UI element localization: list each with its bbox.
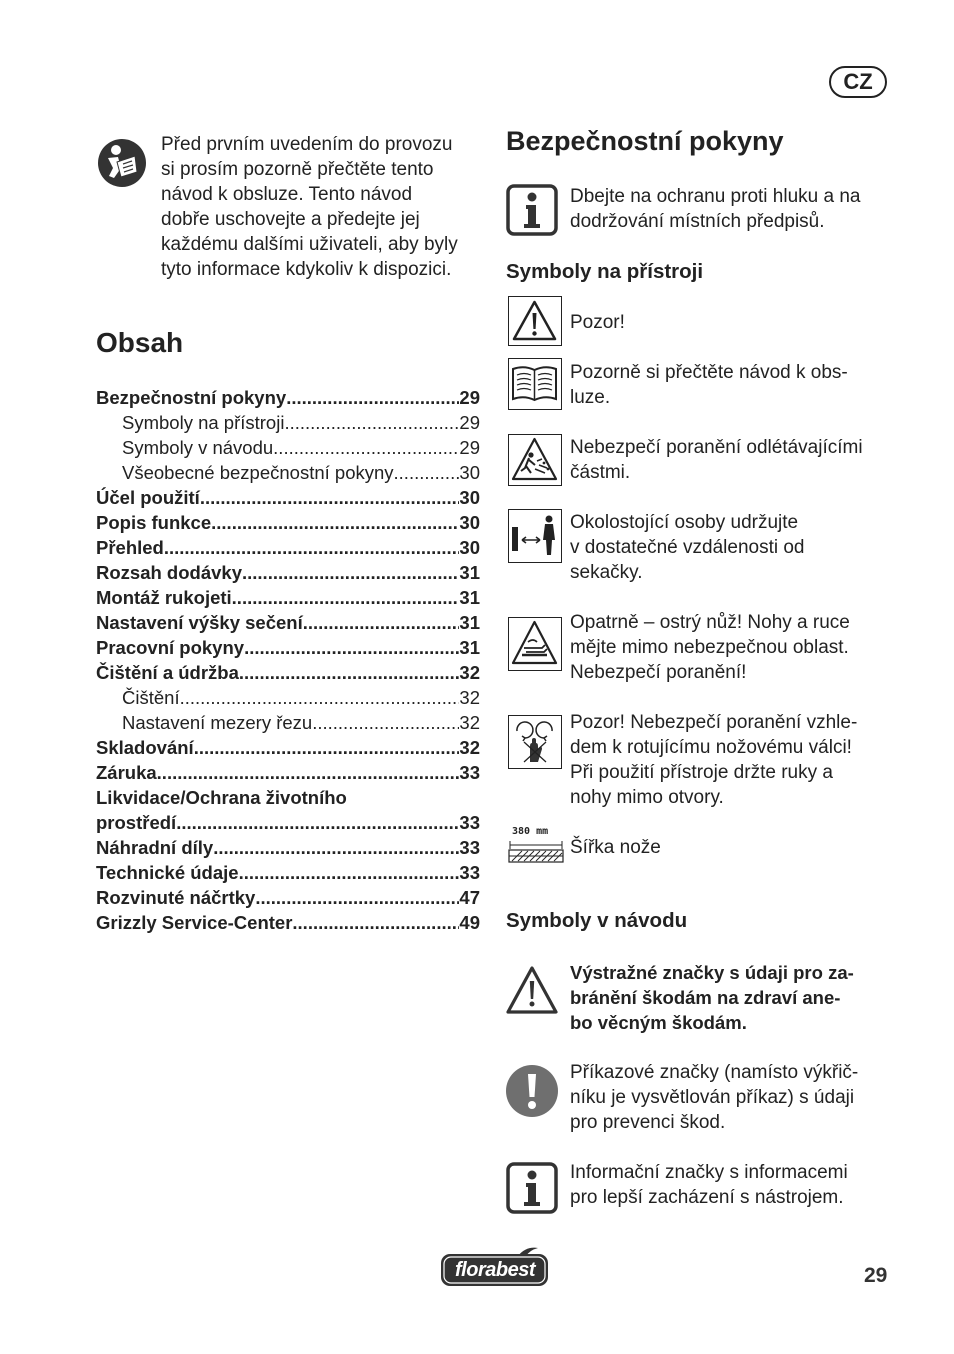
symbol-line: níku je vysvětlován příkaz) s údaji <box>570 1087 855 1108</box>
toc-entry-page: 31 <box>459 587 480 608</box>
toc-entry <box>96 810 480 835</box>
toc-leader-dots <box>176 810 459 835</box>
toc-entry-page: 47 <box>459 887 480 908</box>
intro-line: Před prvním uvedením do provozu <box>161 134 453 155</box>
toc-entry-title: Čištění a údržba <box>96 662 239 683</box>
safety-title: Bezpečnostní pokyny <box>506 126 784 156</box>
symbol-line: Nebezpečí poranění odlétávajícími <box>570 437 863 458</box>
toc-entry-title: Rozvinuté náčrtky <box>96 887 256 908</box>
toc-entry-page: 31 <box>459 637 480 658</box>
cutting-width-label: 380 mm <box>512 826 549 837</box>
symbol-line: Při použití přístroje držte ruky a <box>570 762 833 783</box>
rotating-cylinder-icon <box>508 715 562 769</box>
intro-line: tyto informace kdykoliv k dispozici. <box>161 259 452 280</box>
toc-entry-page: 32 <box>459 712 480 733</box>
toc-leader-dots <box>239 860 460 885</box>
toc-leader-dots <box>200 485 460 510</box>
toc-leader-dots <box>242 560 459 585</box>
toc-entry <box>96 485 480 510</box>
intro-text <box>161 132 491 282</box>
toc-entry <box>96 435 480 460</box>
noise-note-line: dodržování místních předpisů. <box>570 211 825 232</box>
manual-symbols-title: Symboly v návodu <box>506 909 688 932</box>
sharp-blade-icon <box>508 617 562 671</box>
symbol-line: pro lepší zacházení s nástrojem. <box>570 1187 844 1208</box>
symbol-line: bránění škodám na zdraví ane- <box>570 987 841 1008</box>
symbol-sharp-blade-text <box>570 610 850 685</box>
toc-leader-dots <box>273 435 459 460</box>
toc-entry-page: 32 <box>459 662 480 683</box>
toc-entry-page: 49 <box>459 912 480 933</box>
info-icon <box>506 1162 558 1214</box>
toc-entry-title: Všeobecné bezpečnostní pokyny <box>122 462 394 483</box>
symbol-line: Nebezpečí poranění! <box>570 662 747 683</box>
toc-entry-title: Rozsah dodávky <box>96 562 242 583</box>
intro-line: návod k obsluze. Tento návod <box>161 184 413 205</box>
florabest-logo <box>440 1244 550 1288</box>
symbol-line: Pozor! Nebezpečí poranění vzhle- <box>570 712 858 733</box>
toc-entry <box>96 660 480 685</box>
device-symbols-title: Symboly na přístroji <box>506 260 704 283</box>
manual-warning-text <box>570 960 854 1035</box>
logo-text: florabest <box>455 1259 535 1281</box>
symbol-flying-debris-text <box>570 435 863 485</box>
toc-entry-title: Technické údaje <box>96 862 239 883</box>
symbol-warning-text <box>570 310 625 335</box>
toc-entry-page: 29 <box>459 387 480 408</box>
toc-entry <box>96 610 480 635</box>
symbol-cutting-width-text <box>570 835 661 860</box>
symbol-line: Pozorně si přečtěte návod k obs- <box>570 362 848 383</box>
toc-entry-page: 30 <box>459 487 480 508</box>
exclamation-circle-icon <box>505 1064 559 1118</box>
toc-entry-page: 32 <box>459 687 480 708</box>
noise-note-line: Dbejte na ochranu proti hluku a na <box>570 186 861 207</box>
toc-entry-page: 30 <box>459 462 480 483</box>
toc-leader-dots <box>303 610 460 635</box>
toc-entry <box>96 860 480 885</box>
toc-entry-page: 33 <box>459 862 480 883</box>
toc-entry-title: Montáž rukojeti <box>96 587 232 608</box>
toc-title: Obsah <box>96 327 184 358</box>
toc-entry <box>96 585 480 610</box>
symbol-keep-distance-text <box>570 510 805 585</box>
toc-leader-dots <box>180 685 460 710</box>
toc-leader-dots <box>255 885 459 910</box>
toc-entry-page: 33 <box>459 837 480 858</box>
symbol-line: luze. <box>570 387 611 408</box>
toc-leader-dots <box>157 760 460 785</box>
toc-entry-title: Symboly na přístroji <box>122 412 285 433</box>
toc-entry-title: Likvidace/Ochrana životního <box>96 787 347 808</box>
noise-note <box>570 184 860 234</box>
symbol-line: Informační značky s informacemi <box>570 1162 848 1183</box>
toc-leader-dots <box>164 535 460 560</box>
symbol-line: Pozor! <box>570 312 625 333</box>
toc-leader-dots <box>211 510 459 535</box>
toc-entry <box>96 510 480 535</box>
keep-distance-icon <box>508 509 562 563</box>
toc-entry-page: 33 <box>459 762 480 783</box>
toc-leader-dots <box>232 585 460 610</box>
info-icon <box>506 184 558 236</box>
toc-entry-page: 29 <box>459 437 480 458</box>
toc-entry-title: prostředí <box>96 812 177 833</box>
symbol-line: Opatrně – ostrý nůž! Nohy a ruce <box>570 612 850 633</box>
toc-leader-dots <box>239 660 460 685</box>
symbol-line: Příkazové značky (namísto výkřič- <box>570 1062 859 1083</box>
read-manual-icon <box>508 358 562 410</box>
symbol-line: pro prevenci škod. <box>570 1112 726 1133</box>
toc-entry <box>96 560 480 585</box>
toc-entry-title: Čištění <box>122 687 180 708</box>
toc-leader-dots <box>394 460 460 485</box>
toc-entry <box>96 710 480 735</box>
symbol-line: nohy mimo otvory. <box>570 787 724 808</box>
symbol-read-manual-text <box>570 360 848 410</box>
language-badge: CZ <box>829 66 887 98</box>
toc-entry-page: 29 <box>459 412 480 433</box>
toc-entry-title: Skladování <box>96 737 194 758</box>
read-manual-circle-icon <box>97 138 147 188</box>
symbol-line: Výstražné značky s údaji pro za- <box>570 962 854 983</box>
toc-entry <box>96 785 480 810</box>
toc-entry-title: Grizzly Service-Center <box>96 912 293 933</box>
symbol-line: bo věcným škodám. <box>570 1012 747 1033</box>
manual-mandatory-text <box>570 1060 858 1135</box>
toc-entry-page: 30 <box>459 537 480 558</box>
symbol-line: Šířka nože <box>570 837 661 858</box>
toc-entry <box>96 410 480 435</box>
toc-entry <box>96 635 480 660</box>
intro-line: každému dalšími uživateli, aby byly <box>161 234 458 255</box>
warning-triangle-icon <box>505 964 559 1016</box>
warning-icon <box>508 296 562 346</box>
flying-debris-icon <box>508 434 562 486</box>
toc-leader-dots <box>286 385 459 410</box>
toc-entry-page: 32 <box>459 737 480 758</box>
symbol-line: sekačky. <box>570 562 643 583</box>
toc-entry <box>96 910 480 935</box>
toc-leader-dots <box>194 735 460 760</box>
symbol-rotating-cylinder-text <box>570 710 857 810</box>
toc-entry <box>96 835 480 860</box>
symbol-line: dem k rotujícímu nožovému válci! <box>570 737 852 758</box>
symbol-line: mějte mimo nebezpečnou oblast. <box>570 637 849 658</box>
toc-entry-page: 31 <box>459 612 480 633</box>
table-of-contents <box>96 385 480 935</box>
toc-entry-title: Náhradní díly <box>96 837 214 858</box>
toc-entry-page: 33 <box>459 812 480 833</box>
toc-entry <box>96 885 480 910</box>
intro-line: dobře uschovejte a předejte jej <box>161 209 420 230</box>
toc-entry <box>96 760 480 785</box>
toc-entry-title: Symboly v návodu <box>122 437 274 458</box>
symbol-line: Okolostojící osoby udržujte <box>570 512 799 533</box>
intro-line: si prosím pozorně přečtěte tento <box>161 159 434 180</box>
symbol-line: v dostatečné vzdálenosti od <box>570 537 805 558</box>
manual-info-text <box>570 1160 848 1210</box>
toc-entry-title: Nastavení mezery řezu <box>122 712 313 733</box>
toc-entry <box>96 385 480 410</box>
toc-entry-title: Nastavení výšky sečení <box>96 612 303 633</box>
toc-leader-dots <box>213 835 459 860</box>
toc-entry <box>96 735 480 760</box>
toc-entry-title: Záruka <box>96 762 157 783</box>
toc-entry-title: Účel použití <box>96 487 200 508</box>
toc-entry <box>96 535 480 560</box>
toc-entry-page: 30 <box>459 512 480 533</box>
toc-leader-dots <box>244 635 459 660</box>
toc-entry <box>96 685 480 710</box>
toc-entry-title: Bezpečnostní pokyny <box>96 387 287 408</box>
toc-entry-title: Pracovní pokyny <box>96 637 245 658</box>
toc-entry-title: Přehled <box>96 537 164 558</box>
page-number: 29 <box>864 1264 888 1287</box>
toc-entry-page: 31 <box>459 562 480 583</box>
toc-leader-dots <box>292 910 459 935</box>
symbol-line: částmi. <box>570 462 631 483</box>
toc-leader-dots <box>284 410 459 435</box>
cutting-width-icon <box>508 826 564 868</box>
toc-entry-title: Popis funkce <box>96 512 212 533</box>
toc-entry <box>96 460 480 485</box>
toc-leader-dots <box>312 710 459 735</box>
